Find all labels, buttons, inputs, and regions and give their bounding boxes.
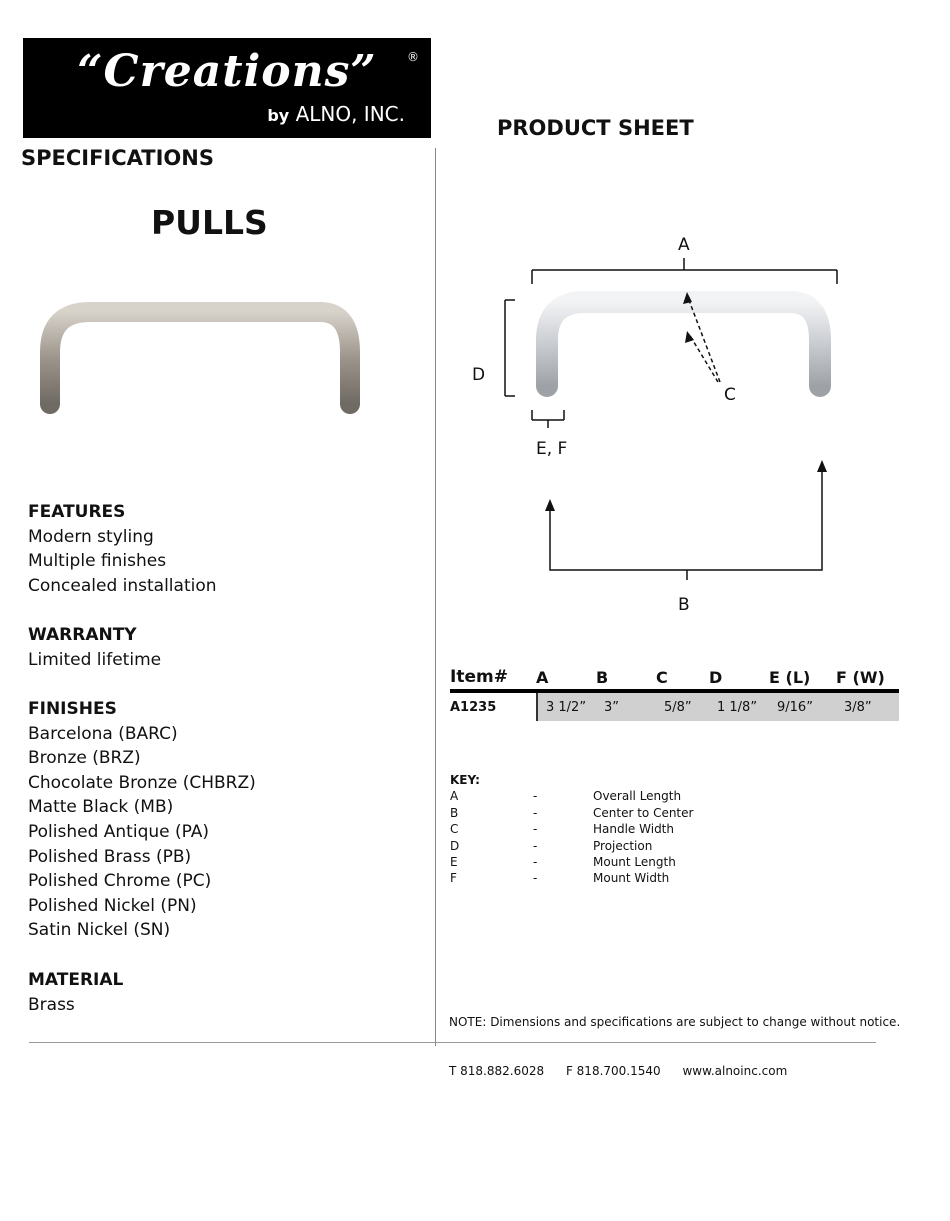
table-header-cell: E (L)	[769, 668, 811, 687]
table-cell: 5/8”	[656, 693, 709, 721]
feature-item: Modern styling	[28, 526, 154, 547]
features-section	[28, 500, 217, 598]
key-row: B - Center to Center	[450, 805, 694, 820]
diagram-pull-shape	[547, 302, 820, 386]
finish-item: Chocolate Bronze (CHBRZ)	[28, 772, 256, 793]
contact-info	[449, 1064, 805, 1078]
table-header-row	[450, 661, 899, 687]
key-row: F - Mount Width	[450, 871, 670, 886]
table-cell: 3”	[596, 693, 656, 721]
material-heading: MATERIAL	[28, 970, 124, 990]
finish-item: Matte Black (MB)	[28, 797, 174, 818]
product-sheet-heading: PRODUCT SHEET	[497, 116, 694, 140]
logo-company	[267, 102, 405, 126]
finish-item: Barcelona (BARC)	[28, 723, 178, 744]
feature-item: Multiple finishes	[28, 551, 167, 572]
table-cell: 3 1/2”	[536, 693, 596, 721]
table-values	[536, 693, 899, 721]
pulls-heading: PULLS	[151, 203, 268, 242]
table-cell: 9/16”	[769, 693, 836, 721]
disclaimer-note: NOTE: Dimensions and specifications are subject to change without notice.	[449, 1015, 901, 1029]
website-link[interactable]: www.alnoinc.com	[682, 1064, 788, 1078]
pull-photo	[30, 292, 370, 422]
pull-bar-shape	[50, 312, 350, 404]
table-header-cell: F (W)	[836, 668, 885, 687]
table-cell: 3/8”	[836, 693, 899, 721]
table-row	[450, 693, 899, 721]
table-cell: A1235	[450, 699, 497, 715]
table-header-cell: D	[709, 668, 723, 687]
footer-divider	[29, 1042, 876, 1043]
key-heading: KEY:	[450, 773, 480, 787]
finish-item: Bronze (BRZ)	[28, 748, 141, 769]
finish-item: Polished Nickel (PN)	[28, 895, 197, 916]
table-header-cell: A	[536, 668, 549, 687]
registered-mark: ®	[407, 50, 419, 64]
material-section	[28, 968, 123, 1017]
features-heading: FEATURES	[28, 502, 126, 522]
dimension-table	[450, 661, 899, 721]
finish-item: Polished Chrome (PC)	[28, 871, 212, 892]
key-row: A - Overall Length	[450, 789, 682, 804]
brand-logo	[23, 38, 431, 138]
table-cell: 1 1/8”	[709, 693, 769, 721]
phone-number: T 818.882.6028	[449, 1064, 545, 1078]
dimension-diagram	[465, 230, 885, 620]
label-b: B	[678, 595, 690, 615]
label-a: A	[678, 235, 690, 255]
fax-number: F 818.700.1540	[565, 1064, 661, 1078]
label-c: C	[724, 385, 736, 405]
key-row: E - Mount Length	[450, 855, 676, 870]
finishes-section	[28, 697, 256, 943]
finish-item: Polished Antique (PA)	[28, 821, 210, 842]
specifications-heading: SPECIFICATIONS	[21, 146, 214, 170]
table-header-cell: Item#	[450, 667, 508, 687]
feature-item: Concealed installation	[28, 575, 217, 596]
dimension-key	[450, 772, 693, 887]
column-divider	[435, 148, 436, 1046]
table-header-cell: C	[656, 668, 668, 687]
dim-b-line	[550, 470, 822, 570]
finish-item: Polished Brass (PB)	[28, 846, 192, 867]
label-d: D	[472, 365, 486, 385]
warranty-section	[28, 623, 161, 672]
warranty-item: Limited lifetime	[28, 649, 162, 670]
material-item: Brass	[28, 994, 75, 1015]
table-header-cell: B	[596, 668, 609, 687]
finish-item: Satin Nickel (SN)	[28, 920, 171, 941]
key-row: D - Projection	[450, 838, 653, 853]
logo-by: by	[267, 106, 290, 125]
key-row: C - Handle Width	[450, 822, 674, 837]
logo-wordmark: “Creations”	[77, 46, 377, 97]
finishes-heading: FINISHES	[28, 699, 117, 719]
warranty-heading: WARRANTY	[28, 625, 137, 645]
logo-company-name: ALNO, INC.	[295, 102, 405, 126]
label-ef: E, F	[536, 439, 568, 459]
